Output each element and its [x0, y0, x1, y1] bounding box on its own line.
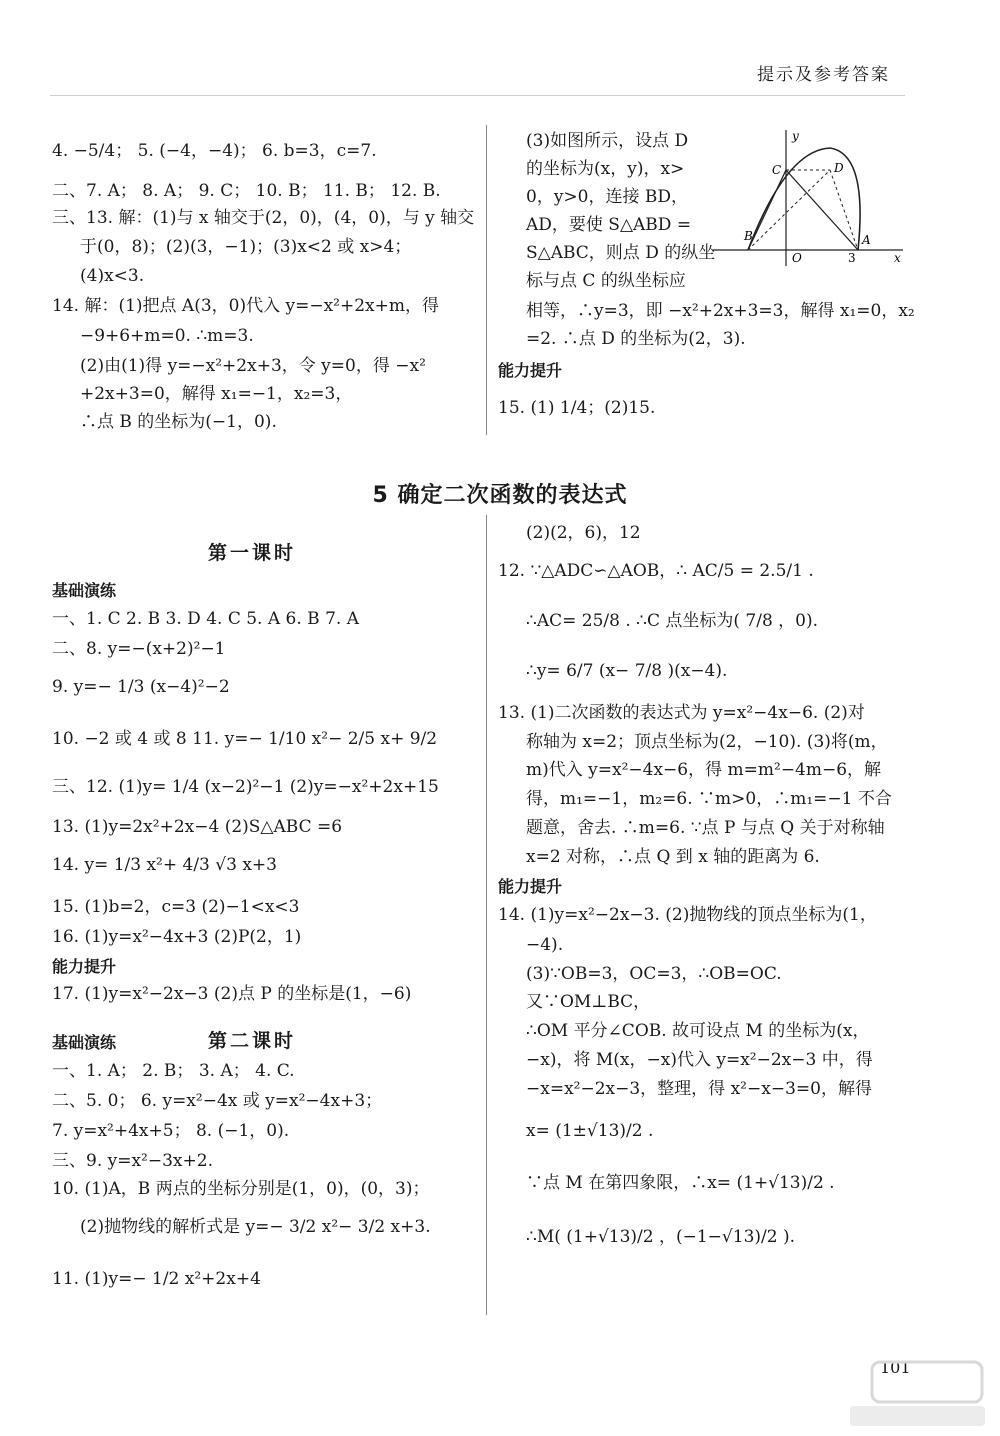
answer-line: 二、5. 0； 6. y=x²−4x 或 y=x²−4x+3； — [52, 1091, 383, 1111]
answer-line: 的坐标为(x，y)，x> — [526, 159, 685, 179]
column-divider-top — [486, 125, 487, 435]
x-axis-label: x — [894, 251, 901, 265]
answer-line: 三、13. 解：(1)与 x 轴交于(2，0)，(4，0)，与 y 轴交 — [52, 208, 475, 228]
answer-line: 一、1. C 2. B 3. D 4. C 5. A 6. B 7. A — [52, 609, 359, 629]
answer-line: 15. (1) 1/4；(2)15. — [498, 398, 656, 418]
lesson-1-title: 第一课时 — [208, 542, 297, 564]
answer-line: −4). — [526, 935, 564, 955]
answer-line: 0，y>0，连接 BD， — [526, 187, 689, 207]
answer-line: AD，要使 S△ABD = — [526, 215, 692, 235]
answer-line: −x)，将 M(x，−x)代入 y=x²−2x−3 中，得 — [526, 1050, 873, 1070]
answer-line: 14. y= 1/3 x²+ 4/3 √3 x+3 — [52, 855, 277, 875]
section-label: 基础演练 — [52, 581, 117, 600]
answer-line: (3)如图所示，设点 D — [526, 131, 689, 151]
answer-line: 16. (1)y=x²−4x+3 (2)P(2，1) — [52, 927, 302, 947]
section-label: 能力提升 — [52, 957, 117, 976]
page-header: 提示及参考答案 — [757, 65, 890, 85]
answer-line: 11. (1)y=− 1/2 x²+2x+4 — [52, 1269, 261, 1289]
segment-bd — [748, 170, 830, 250]
answer-line: 标与点 C 的纵坐标应 — [526, 271, 686, 291]
answer-line: 4. −5/4； 5. (−4，−4)； 6. b=3，c=7. — [52, 141, 377, 161]
parabola-figure — [708, 128, 908, 268]
answer-line: 9. y=− 1/3 (x−4)²−2 — [52, 677, 230, 697]
answer-line: (2)抛物线的解析式是 y=− 3/2 x²− 3/2 x+3. — [80, 1217, 431, 1237]
point-b-label: B — [744, 229, 753, 243]
section-label: 能力提升 — [498, 361, 563, 380]
origin-label: O — [792, 251, 802, 265]
answer-line: 一、1. A； 2. B； 3. A； 4. C. — [52, 1061, 295, 1081]
section-title: 5 确定二次函数的表达式 — [372, 483, 628, 508]
answer-line: ∵点 M 在第四象限，∴x= (1+√13)/2 . — [526, 1173, 835, 1193]
segment-ca — [786, 170, 858, 250]
page-number: 101 — [880, 1358, 911, 1377]
answer-line: (2)由(1)得 y=−x²+2x+3，令 y=0，得 −x² — [80, 356, 426, 376]
answer-line: 17. (1)y=x²−2x−3 (2)点 P 的坐标是(1，−6) — [52, 984, 412, 1004]
answer-line: 14. 解：(1)把点 A(3，0)代入 y=−x²+2x+m，得 — [52, 296, 440, 316]
y-axis-label: y — [792, 129, 799, 143]
answer-line: 15. (1)b=2，c=3 (2)−1<x<3 — [52, 897, 300, 917]
answer-line: 二、7. A； 8. A； 9. C； 10. B； 11. B； 12. B. — [52, 181, 441, 201]
section-label: 基础演练 — [52, 1033, 117, 1052]
answer-line: 7. y=x²+4x+5； 8. (−1，0). — [52, 1121, 290, 1141]
answer-line: 三、12. (1)y= 1/4 (x−2)²−1 (2)y=−x²+2x+15 — [52, 777, 439, 797]
answer-line: S△ABC，则点 D 的纵坐 — [526, 243, 716, 263]
answer-line: ∴OM 平分∠COB. 故可设点 M 的坐标为(x， — [526, 1021, 870, 1041]
answer-line: ∴AC= 25/8 . ∴C 点坐标为( 7/8 ，0). — [526, 611, 819, 631]
answer-line: 12. ∵△ADC∽△AOB，∴ AC/5 = 2.5/1 . — [498, 561, 814, 581]
answer-line: x= (1±√13)/2 . — [526, 1121, 654, 1141]
point-d-label: D — [834, 161, 844, 175]
answer-line: 13. (1)y=2x²+2x−4 (2)S△ABC =6 — [52, 817, 343, 837]
answer-line: =2. ∴点 D 的坐标为(2，3). — [526, 329, 746, 349]
answer-line: 13. (1)二次函数的表达式为 y=x²−4x−6. (2)对 — [498, 703, 865, 723]
segment-da — [830, 170, 858, 250]
answer-line: (2)(2，6)，12 — [526, 523, 641, 543]
answer-line: 14. (1)y=x²−2x−3. (2)抛物线的顶点坐标为(1， — [498, 905, 877, 925]
answer-line: 三、9. y=x²−3x+2. — [52, 1151, 213, 1171]
answer-line: 题意，舍去. ∴m=6. ∵点 P 与点 Q 关于对称轴 — [526, 818, 885, 838]
answer-line: 于(0，8)；(2)(3，−1)；(3)x<2 或 x>4； — [80, 237, 412, 257]
answer-line: (4)x<3. — [80, 266, 145, 286]
answer-line: m)代入 y=x²−4x−6，得 m=m²−4m−6，解 — [526, 760, 882, 780]
answer-line: 称轴为 x=2；顶点坐标为(2，−10). (3)将(m， — [526, 732, 888, 752]
tick-3-label: 3 — [848, 251, 856, 265]
answer-line: 又∵OM⊥BC， — [526, 992, 651, 1012]
answer-line: 相等，∴y=3，即 −x²+2x+3=3，解得 x₁=0，x₂ — [526, 301, 915, 321]
section-label: 能力提升 — [498, 877, 563, 896]
column-divider-bottom — [486, 515, 487, 1315]
watermark-logo — [820, 1360, 990, 1430]
answer-line: −9+6+m=0. ∴m=3. — [80, 326, 254, 346]
answer-line: ∴点 B 的坐标为(−1，0). — [80, 412, 277, 432]
segment-bc — [748, 170, 786, 250]
answer-line: (3)∵OB=3，OC=3，∴OB=OC. — [526, 964, 782, 984]
answer-line: −x=x²−2x−3，整理，得 x²−x−3=0，解得 — [526, 1079, 872, 1099]
answer-line: 10. −2 或 4 或 8 11. y=− 1/10 x²− 2/5 x+ 9/2 — [52, 729, 438, 749]
answer-line: 10. (1)A，B 两点的坐标分别是(1，0)，(0，3)； — [52, 1179, 430, 1199]
lesson-2-title: 第二课时 — [208, 1030, 297, 1052]
answer-line: ∴M( (1+√13)/2 ，(−1−√13)/2 ). — [526, 1227, 796, 1247]
answer-line: ∴y= 6/7 (x− 7/8 )(x−4). — [526, 661, 728, 681]
answer-line: 得，m₁=−1，m₂=6. ∵m>0，∴m₁=−1 不合 — [526, 789, 892, 809]
answer-line: +2x+3=0，解得 x₁=−1，x₂=3， — [80, 384, 353, 404]
point-a-label: A — [862, 233, 871, 247]
answer-line: 二、8. y=−(x+2)²−1 — [52, 639, 226, 659]
answer-line: x=2 对称，∴点 Q 到 x 轴的距离为 6. — [526, 847, 820, 867]
point-c-label: C — [772, 163, 782, 177]
header-rule — [50, 95, 905, 96]
